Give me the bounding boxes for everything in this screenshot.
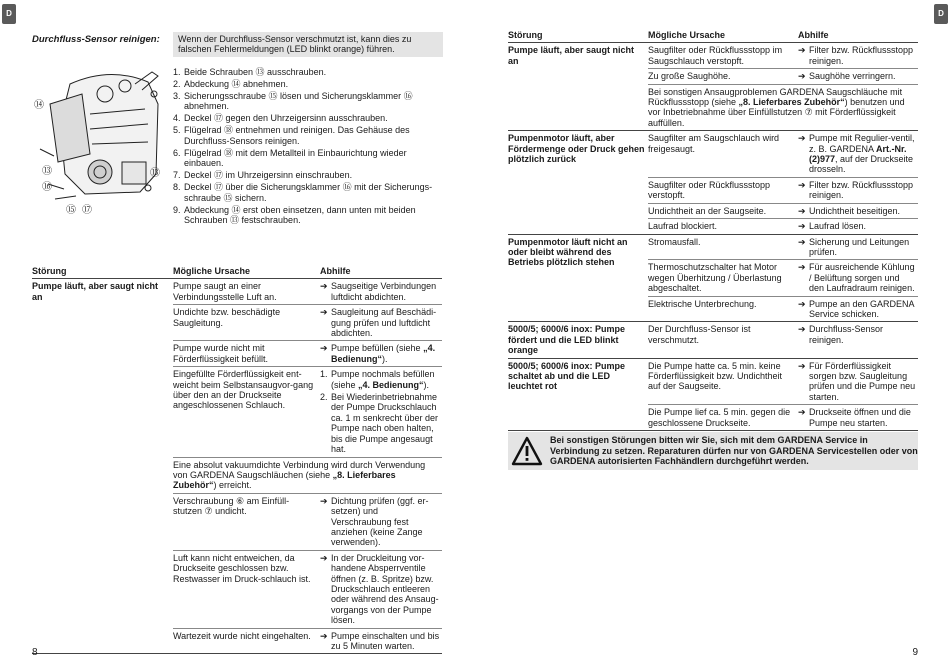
remedy-cell: ➔ Pumpe mit Regulier-ventil, z. B. GARDENA Art.-Nr. (2)977, auf der Druckseite drosseln. [798,131,918,178]
callout-16: ⑯ [42,182,52,193]
arrow-icon: ➔ [798,407,806,418]
header-cause: Mögliche Ursache [173,264,320,279]
cause-cell: Pumpe wurde nicht mit Förderflüssigkeit befüllt. [173,341,320,367]
header-fault: Störung [32,264,173,279]
fault-label: Pumpenmotor läuft nicht an oder bleibt während des Betriebs plötzlich stehen [508,234,648,322]
cause-cell: Wartezeit wurde nicht eingehalten. [173,628,320,654]
troubleshooting-table-left [32,264,442,654]
right-page [475,0,950,671]
arrow-icon: ➔ [798,324,806,335]
header-cause: Mögliche Ursache [648,28,798,43]
arrow-icon: ➔ [320,343,328,354]
remedy-cell: ➔ Laufrad lösen. [798,219,918,234]
pump-illustration [30,64,170,222]
cause-cell: Saugfilter am Saugschlauch wird freigesaugt. [648,131,798,178]
arrow-icon: ➔ [798,71,806,82]
remedy-cell: ➔ Undichtheit beseitigen. [798,203,918,218]
header-remedy: Abhilfe [320,264,442,279]
intro-box: Wenn der Durchfluss-Sensor verschmutzt ist, kann dies zu falschen Fehlermeldungen (LED blinkt orange) führen. [173,32,443,57]
remedy-cell: 1. Pumpe nochmals befüllen (siehe „4. Bedienung“). 2. Bei Wiederinbetriebnahme der Pumpe Druckschlauch ca. 1 m senkrecht über der Pumpe nach oben halten, bis die Pumpe angesaugt hat. [320,367,442,457]
language-tab: D [2,4,16,24]
remedy-cell: ➔ Durchfluss-Sensor reinigen. [798,322,918,358]
remedy-cell: ➔ Dichtung prüfen (ggf. er-setzen) und Verschraubung fest anziehen (keine Zange verwenden). [320,493,442,550]
cause-cell: Eingefüllte Förderflüssigkeit ent-weicht beim Selbstansaugvor-gang über den an der Druckseite angeschlossenen Schlauch. [173,367,320,457]
language-tab: D [934,4,948,24]
cause-cell: Pumpe saugt an einer Verbindungsstelle Luft an. [173,279,320,305]
step-item: 4. Deckel ⑰ gegen den Uhrzeigersinn ausschrauben. [173,113,388,124]
arrow-icon: ➔ [320,307,328,318]
remedy-cell: ➔ Filter bzw. Rückflussstopp reinigen. [798,177,918,203]
remedy-cell: ➔ Sicherung und Leitungen prüfen. [798,234,918,260]
step-item: 8. Deckel ⑰ über die Sicherungsklammer ⑯ mit der Sicherungs-schraube ⑮ sichern. [173,182,433,203]
cause-cell: Saugfilter oder Rückflussstopp im Saugschlauch verstopft. [648,43,798,69]
step-item: 7. Deckel ⑰ im Uhrzeigersinn einschrauben. [173,170,353,181]
cause-cell: Die Pumpe hatte ca. 5 min. keine Förderflüssigkeit bzw. Undichtheit auf der Saugseite. [648,358,798,405]
arrow-icon: ➔ [798,236,806,247]
cause-cell: Stromausfall. [648,234,798,260]
page-number: 9 [912,647,918,658]
cause-cell: Der Durchfluss-Sensor ist verschmutzt. [648,322,798,358]
cause-cell: Elektrische Unterbrechung. [648,296,798,322]
fault-label: Pumpe läuft, aber saugt nicht an [508,43,648,131]
arrow-icon: ➔ [798,298,806,309]
arrow-icon: ➔ [798,262,806,273]
arrow-icon: ➔ [798,45,806,56]
service-warning-box [508,432,918,470]
cause-cell: Die Pumpe lief ca. 5 min. gegen die geschlossene Druckseite. [648,405,798,431]
arrow-icon: ➔ [798,133,806,144]
arrow-icon: ➔ [320,281,328,292]
remedy-cell: ➔ Pumpe an den GARDENA Service schicken. [798,296,918,322]
fault-label: 5000/5; 6000/6 inox: Pumpe schaltet ab und die LED leuchtet rot [508,358,648,430]
step-item: 3. Sicherungsschraube ⑮ lösen und Sicherungsklammer ⑯ abnehmen. [173,91,413,112]
cause-cell: Luft kann nicht entweichen, da Druckseite geschlossen bzw. Restwasser im Druck-schlauch ist. [173,550,320,628]
cause-cell: Zu große Saughöhe. [648,69,798,84]
arrow-icon: ➔ [798,205,806,216]
remedy-cell: ➔ Saugseitige Verbindungen luftdicht abdichten. [320,279,442,305]
arrow-icon: ➔ [798,221,806,232]
fault-label: 5000/5; 6000/6 inox: Pumpe fördert und die LED blinkt orange [508,322,648,358]
callout-15: ⑮ [66,205,76,216]
remedy-cell: ➔ Filter bzw. Rückflussstopp reinigen. [798,43,918,69]
warning-text: Bei sonstigen Störungen bitten wir Sie, sich mit dem GARDENA Service in Verbindung zu setzen. Reparaturen dürfen nur von GARDENA Servicestellen oder von GARDENA autorisierten Fachhändlern durchgeführt werden. [550,435,918,467]
note-cell: Eine absolut vakuumdichte Verbindung wird durch Verwendung von GARDENA Saugschläuchen (siehe „8. Lieferbares Zubehör“) erreicht. [173,457,442,493]
step-item: 2. Abdeckung ⑭ abnehmen. [173,79,289,89]
callout-14: ⑭ [34,100,44,111]
step-item: 9. Abdeckung ⑭ erst oben einsetzen, dann unten mit beiden Schrauben ⑬ festschrauben. [173,204,416,226]
callout-17: ⑰ [82,205,92,216]
warning-triangle-icon [508,432,546,470]
callout-13a: ⑬ [42,166,52,177]
arrow-icon: ➔ [798,179,806,190]
arrow-icon: ➔ [798,360,806,371]
fault-label: Pumpe läuft, aber saugt nicht an [32,279,173,654]
fault-label: Pumpenmotor läuft, aber Fördermenge oder Druck gehen plötzlich zurück [508,131,648,234]
cleaning-steps [173,67,448,227]
section-title: Durchfluss-Sensor reinigen: [32,34,160,45]
cause-cell: Thermoschutzschalter hat Motor wegen Überhitzung / Überlastung abgeschaltet. [648,260,798,296]
page-number: 8 [32,647,38,658]
step-item: 6. Flügelrad ⑱ mit dem Metallteil in Einbaurichtung wieder einbauen. [173,147,407,169]
remedy-cell: ➔ Pumpe einschalten und bis zu 5 Minuten warten. [320,628,442,654]
header-remedy: Abhilfe [798,28,918,43]
step-item: 5. Flügelrad ⑱ entnehmen und reinigen. Das Gehäuse des Durchfluss-Sensors reinigen. [173,125,410,146]
remedy-cell: ➔ Pumpe befüllen (siehe „4. Bedienung“). [320,341,442,367]
cause-cell: Undichtheit an der Saugseite. [648,203,798,218]
callout-13b: ⑬ [150,168,160,179]
step-item: 1. Beide Schrauben ⑬ ausschrauben. [173,67,327,77]
troubleshooting-table-right [508,28,918,431]
cause-cell: Laufrad blockiert. [648,219,798,234]
remedy-cell: ➔ Saughöhe verringern. [798,69,918,84]
arrow-icon: ➔ [320,552,328,563]
remedy-cell: ➔ Saugleitung auf Beschädi-gung prüfen und luftdicht abdichten. [320,305,442,341]
remedy-cell: ➔ Für ausreichende Kühlung / Belüftung sorgen und den Laufradraum reinigen. [798,260,918,296]
cause-cell: Undichte bzw. beschädigte Saugleitung. [173,305,320,341]
remedy-cell: ➔ Druckseite öffnen und die Pumpe neu starten. [798,405,918,431]
arrow-icon: ➔ [320,495,328,506]
header-fault: Störung [508,28,648,43]
remedy-cell: ➔ In der Druckleitung vor-handene Absperrventile öffnen (z. B. Spritze) bzw. Druckschlauch entleeren oder während des Ansaug-vorgangs von der Pumpe lösen. [320,550,442,628]
arrow-icon: ➔ [320,630,328,641]
cause-cell: Verschraubung ⑥ am Einfüll-stutzen ⑦ undicht. [173,493,320,550]
cause-cell: Saugfilter oder Rückflussstopp verstopft. [648,177,798,203]
remedy-cell: ➔ Für Förderflüssigkeit sorgen bzw. Saugleitung prüfen und die Pumpe neu starten. [798,358,918,405]
note-cell: Bei sonstigen Ansaugproblemen GARDENA Saugschläuche mit Rückflussstopp (siehe „8. Lieferbares Zubehör“) benutzen und vor Inbetriebnahme über Einfüllstutzen ⑦ mit Förderflüssigkeit auffüllen. [648,84,918,131]
